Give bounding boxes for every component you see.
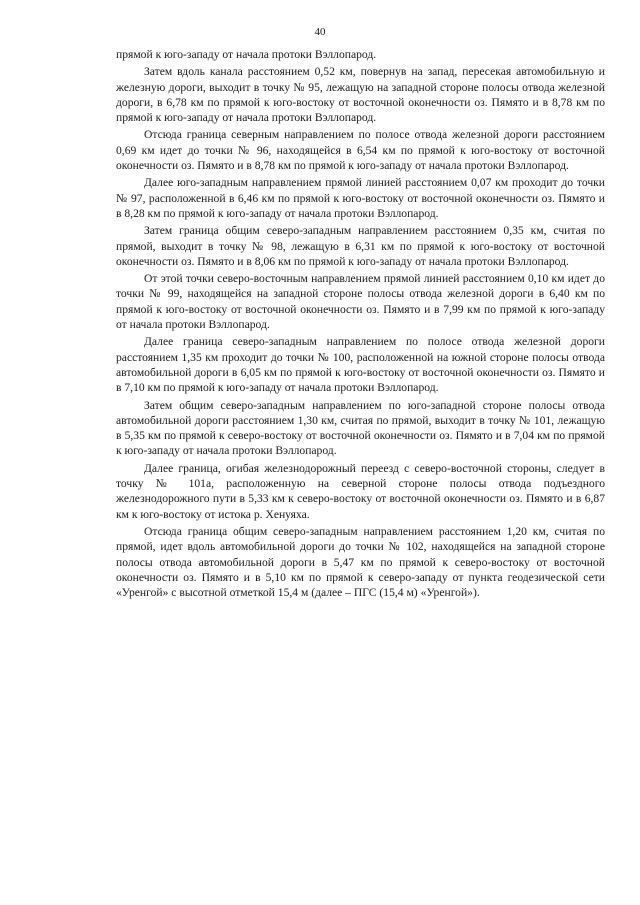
body-text bbox=[116, 47, 605, 602]
paragraph-point-98: Затем граница общим северо-западным направлением расстоянием 0,35 км, считая по прямой, выходит в точку № 98, лежащую в 6,31 км по прямой к юго-востоку от восточной оконечности оз. Пямято и в 8,06 км по прямой к юго-западу от начала протоки Вэллопарод. bbox=[116, 224, 605, 268]
paragraph-point-102: Отсюда граница общим северо-западным направлением расстоянием 1,20 км, считая по прямой, идет вдоль автомобильной дороги до точки № 102, находящейся на западной стороне полосы отвода автомобильной дороги в 5,47 км по прямой к северо-востоку от восточной оконечности оз. Пямято и в 5,10 км по прямой к северо-западу от пункта геодезической сети «Уренгой» с высотной отметкой 15,4 м (далее – ПГС (15,4 м) «Уренгой»). bbox=[116, 524, 605, 600]
paragraph-point-97: Далее юго-западным направлением прямой линией расстоянием 0,07 км проходит до точки № 97, расположенной в 6,46 км по прямой к юго-востоку от восточной оконечности оз. Пямято и в 8,28 км по прямой к юго-западу от начала протоки Вэллопарод. bbox=[116, 176, 605, 220]
paragraph-point-101: Затем общим северо-западным направлением по юго-западной стороне полосы отвода автомобильной дороги расстоянием 1,30 км, считая по прямой, выходит в точку № 101, лежащую в 5,35 км по прямой к северо-востоку от восточной оконечности оз. Пямято и в 7,04 км по прямой к юго-западу от начала протоки Вэллопарод. bbox=[116, 398, 605, 458]
paragraph-point-95: Затем вдоль канала расстоянием 0,52 км, повернув на запад, пересекая автомобильную и железную дороги, выходит в точку № 95, лежащую на западной стороне полосы отвода железной дороги, в 6,78 км по прямой к юго-востоку от восточной оконечности оз. Пямято и в 8,78 км по прямой к юго-западу от начала протоки Вэллопарод. bbox=[116, 65, 605, 125]
page-number: 40 bbox=[314, 26, 326, 38]
paragraph-continuation: прямой к юго-западу от начала протоки Вэллопарод. bbox=[116, 48, 377, 61]
paragraph-point-100: Далее граница северо-западным направлением по полосе отвода железной дороги расстоянием 1,35 км проходит до точки № 100, расположенной на южной стороне полосы отвода автомобильной дороги в 6,05 км по прямой к юго-востоку от восточной оконечности оз. Пямято и в 7,10 км по прямой к юго-западу от начала протоки Вэллопарод. bbox=[116, 335, 605, 395]
paragraph-point-99: От этой точки северо-восточным направлением прямой линией расстоянием 0,10 км идет до точки № 99, находящейся на западной стороне полосы отвода железной дороги в 6,40 км по прямой к юго-востоку от восточной оконечности оз. Пямято и в 7,99 км по прямой к юго-западу от начала протоки Вэллопарод. bbox=[116, 272, 605, 332]
paragraph-point-96: Отсюда граница северным направлением по полосе отвода железной дороги расстоянием 0,69 км идет до точки № 96, находящейся в 6,54 км по прямой к юго-востоку от восточной оконечности оз. Пямято и в 8,78 км по прямой к юго-западу от начала протоки Вэллопарод. bbox=[116, 128, 605, 173]
paragraph-point-101a: Далее граница, огибая железнодорожный переезд с северо-восточной стороны, следует в точку № 101а, расположенную на северной стороне полосы отвода подъездного железнодорожного пути в 5,33 км к северо-востоку от восточной оконечности оз. Пямято и в 6,87 км к юго-востоку от истока р. Хенуяха. bbox=[116, 461, 605, 521]
